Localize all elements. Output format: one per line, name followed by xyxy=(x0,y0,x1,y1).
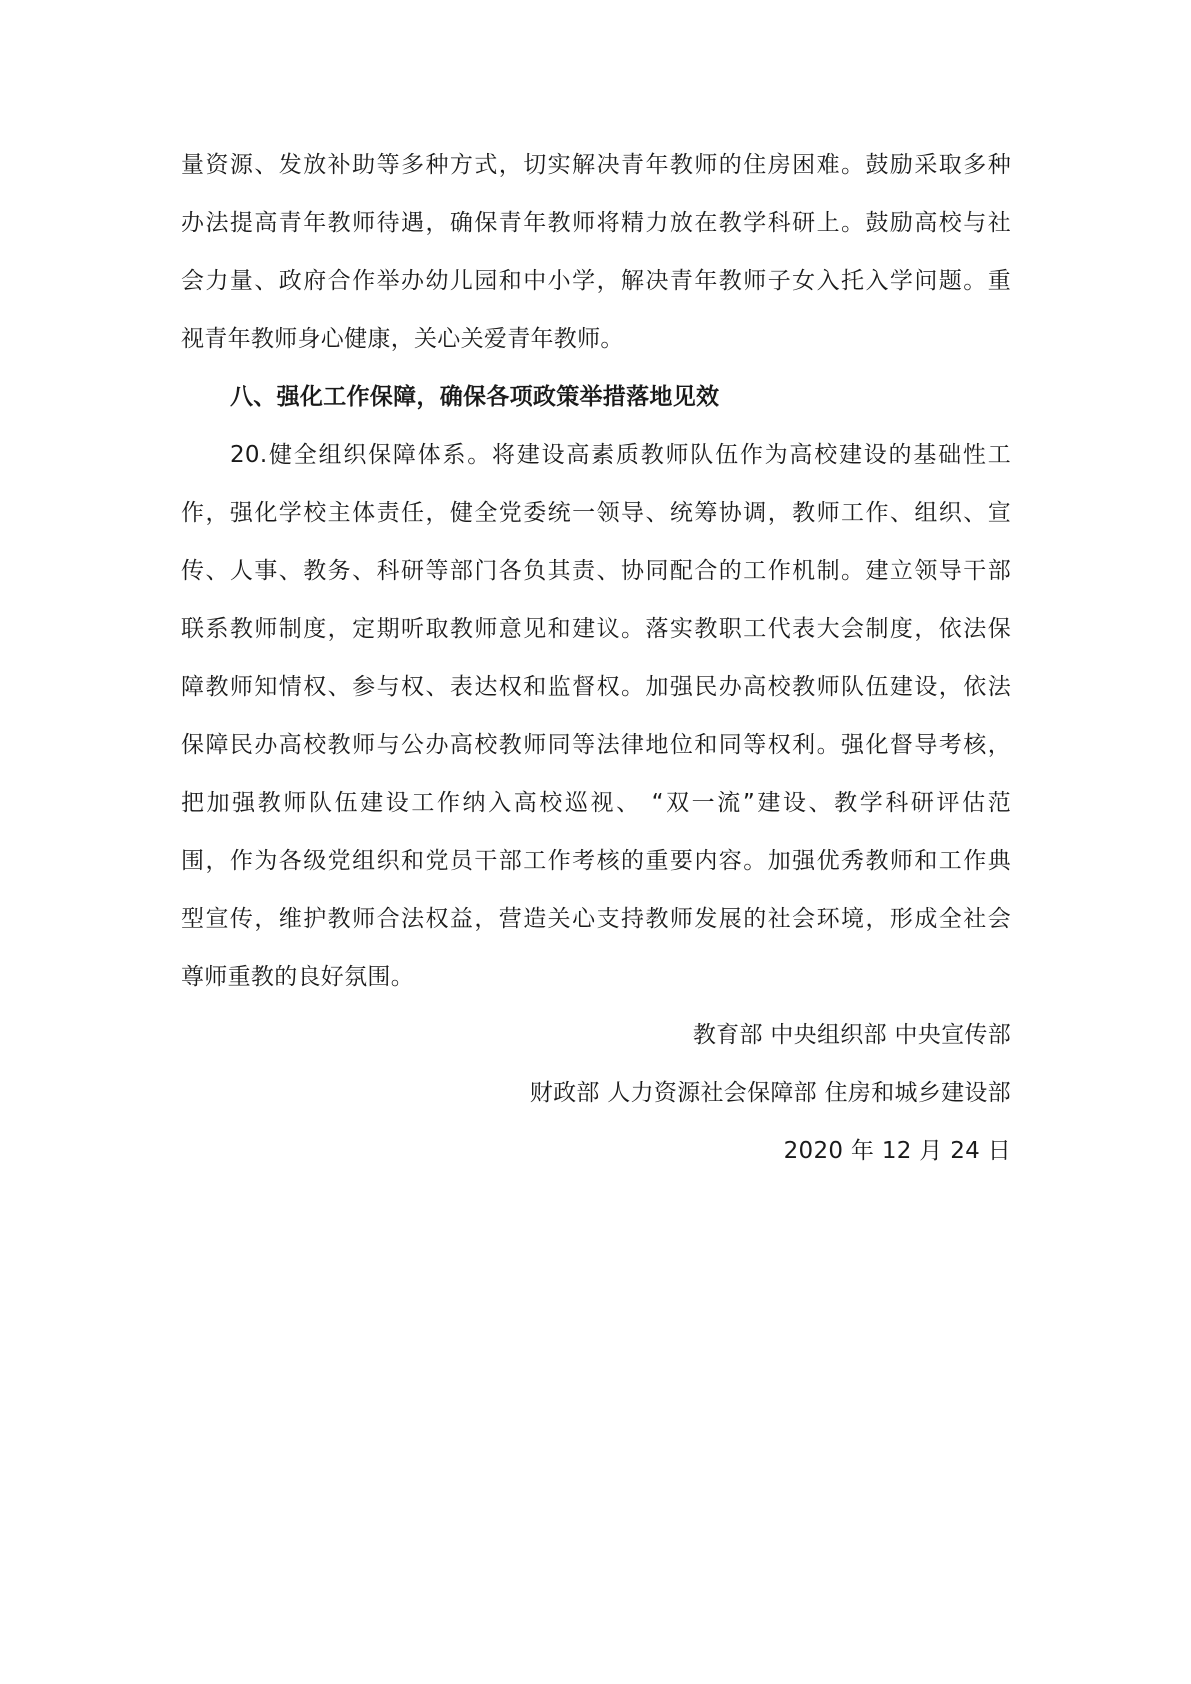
paragraph-line: 会力量、政府合作举办幼儿园和中小学，解决青年教师子女入托入学问题。重 xyxy=(181,268,1011,294)
paragraph-line: 传、人事、教务、科研等部门各负其责、协同配合的工作机制。建立领导干部 xyxy=(181,558,1011,584)
paragraph-line: 把加强教师队伍建设工作纳入高校巡视、 “双一流”建设、教学科研评估范 xyxy=(181,790,1011,816)
signatory-line: 财政部 人力资源社会保障部 住房和城乡建设部 xyxy=(529,1080,1011,1106)
paragraph-line: 障教师知情权、参与权、表达权和监督权。加强民办高校教师队伍建设，依法 xyxy=(181,674,1011,700)
paragraph-line: 20.健全组织保障体系。将建设高素质教师队伍作为高校建设的基础性工 xyxy=(230,442,1011,468)
signatory-line: 教育部 中央组织部 中央宣传部 xyxy=(692,1022,1011,1048)
paragraph-line: 视青年教师身心健康，关心关爱青年教师。 xyxy=(181,326,624,352)
document-date: 2020 年 12 月 24 日 xyxy=(783,1138,1011,1164)
paragraph-line: 联系教师制度，定期听取教师意见和建议。落实教职工代表大会制度，依法保 xyxy=(181,616,1011,642)
paragraph-line: 作，强化学校主体责任，健全党委统一领导、统筹协调，教师工作、组织、宣 xyxy=(181,500,1011,526)
paragraph-line: 量资源、发放补助等多种方式，切实解决青年教师的住房困难。鼓励采取多种 xyxy=(181,152,1011,178)
paragraph-line: 保障民办高校教师与公办高校教师同等法律地位和同等权利。强化督导考核， xyxy=(181,732,1011,758)
paragraph-line: 尊师重教的良好氛围。 xyxy=(181,964,414,990)
paragraph-line: 型宣传，维护教师合法权益，营造关心支持教师发展的社会环境，形成全社会 xyxy=(181,906,1011,932)
paragraph-line: 办法提高青年教师待遇，确保青年教师将精力放在教学科研上。鼓励高校与社 xyxy=(181,210,1011,236)
paragraph-line: 围，作为各级党组织和党员干部工作考核的重要内容。加强优秀教师和工作典 xyxy=(181,848,1011,874)
section-heading: 八、强化工作保障，确保各项政策举措落地见效 xyxy=(230,384,720,410)
